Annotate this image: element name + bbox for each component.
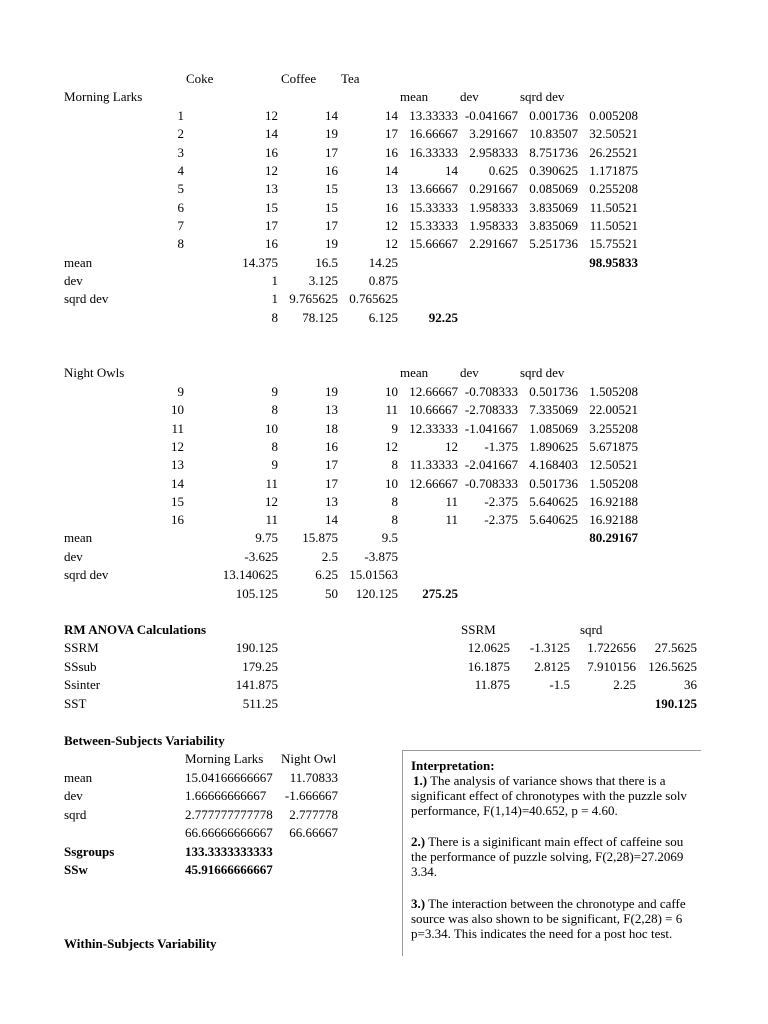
rm-right-cell: 27.5625 xyxy=(654,640,697,655)
owls-col-sqrd-dev: sqrd dev xyxy=(520,365,565,380)
owls-sum-coffee: 50 xyxy=(325,586,338,601)
owls-cell: 11 xyxy=(265,512,278,528)
owls-cell: 18 xyxy=(325,420,338,436)
larks-subject-id: 1 xyxy=(177,108,184,123)
rm-right-cell: 16.1875 xyxy=(467,658,510,674)
owls-cell: 16 xyxy=(325,438,338,454)
owls-cell: 10 xyxy=(385,475,398,491)
owls-cell: -0.708333 xyxy=(464,384,518,399)
larks-mean-coffee: 16.5 xyxy=(315,255,338,270)
owls-cell: 10 xyxy=(385,384,398,399)
owls-cell: 17 xyxy=(325,457,338,473)
owls-total-right: 80.29167 xyxy=(589,530,638,545)
rm-right-cell: 2.8125 xyxy=(534,658,570,674)
owls-dev-tea: -3.875 xyxy=(364,549,398,564)
larks-cell: 1.958333 xyxy=(469,217,518,233)
owls-subject-id: 10 xyxy=(171,402,184,418)
owls-subject-id: 14 xyxy=(171,475,184,491)
larks-col-sqrd-dev: sqrd dev xyxy=(520,89,565,104)
owls-mean-tea: 9.5 xyxy=(381,530,398,545)
larks-mean-coke: 14.375 xyxy=(242,255,278,270)
larks-subject-id: 2 xyxy=(177,126,184,142)
larks-dev-coffee: 3.125 xyxy=(308,273,338,288)
rm-right-cell: 11.875 xyxy=(474,677,510,692)
larks-cell: 13.66667 xyxy=(409,181,458,197)
larks-cell: 2.958333 xyxy=(469,144,518,160)
owls-subject-id: 11 xyxy=(171,420,184,436)
owls-cell: 12.33333 xyxy=(409,420,458,436)
owls-cell: 5.671875 xyxy=(589,438,638,454)
larks-total-right: 98.95833 xyxy=(589,255,638,270)
larks-cell: 17 xyxy=(325,217,338,233)
larks-cell: 26.25521 xyxy=(589,144,638,160)
larks-cell: 12 xyxy=(385,217,398,233)
larks-cell: 16.66667 xyxy=(409,126,458,142)
rm-right-ssrm-header: SSRM xyxy=(461,622,496,637)
rm-ssinter-label: Ssinter xyxy=(64,677,101,692)
larks-cell: 17 xyxy=(325,144,338,160)
larks-cell: 12 xyxy=(265,108,278,123)
larks-subject-id: 8 xyxy=(177,236,184,252)
owls-cell: 4.168403 xyxy=(529,457,578,473)
owls-cell: 16.92188 xyxy=(589,512,638,528)
larks-cell: 3.835069 xyxy=(529,217,578,233)
owls-cell: 0.501736 xyxy=(529,384,578,399)
owls-cell: 12.66667 xyxy=(409,384,458,399)
larks-cell: -0.041667 xyxy=(464,108,518,123)
rm-sst-value: 511.25 xyxy=(242,696,278,711)
owls-sum-total: 275.25 xyxy=(422,586,458,601)
larks-cell: 14 xyxy=(385,162,398,178)
larks-cell: 10.83507 xyxy=(529,126,578,142)
larks-cell: 16 xyxy=(265,236,278,252)
larks-cell: 3.291667 xyxy=(469,126,518,142)
between-larks-value: 2.777777777778 xyxy=(185,806,273,822)
owls-cell: 12.50521 xyxy=(589,457,638,473)
rm-right-cell: 2.25 xyxy=(613,677,636,692)
owls-mean-label: mean xyxy=(64,530,93,545)
owls-cell: 12 xyxy=(385,438,398,454)
larks-col-mean: mean xyxy=(400,89,429,104)
owls-cell: 7.335069 xyxy=(529,402,578,418)
owls-cell: 8 xyxy=(271,438,278,454)
larks-cell: 15 xyxy=(265,199,278,215)
owls-subject-id: 9 xyxy=(177,384,184,399)
larks-cell: 0.085069 xyxy=(529,181,578,197)
rm-ssrm-value: 190.125 xyxy=(235,640,278,655)
owls-sqrd-coffee: 6.25 xyxy=(315,567,338,582)
owls-label: Night Owls xyxy=(64,365,125,380)
larks-cell: 0.390625 xyxy=(529,162,578,178)
owls-sum-coke: 105.125 xyxy=(235,586,278,601)
rm-ssrm-label: SSRM xyxy=(64,640,99,655)
larks-sqrd-label: sqrd dev xyxy=(64,291,109,306)
larks-dev-label: dev xyxy=(64,273,83,288)
interp-p1-line-2: significant effect of chronotypes with the puzzle solv xyxy=(411,788,687,803)
rm-right-sqrd-header: sqrd xyxy=(580,622,603,637)
owls-cell: 8 xyxy=(391,512,398,528)
larks-cell: 1.958333 xyxy=(469,199,518,215)
larks-cell: 0.005208 xyxy=(589,108,638,123)
owls-cell: 1.505208 xyxy=(589,475,638,491)
owls-cell: 22.00521 xyxy=(589,402,638,418)
ssw-label: SSw xyxy=(64,862,88,877)
header-coffee: Coffee xyxy=(281,71,317,86)
owls-cell: 11 xyxy=(445,493,458,509)
owls-cell: 9 xyxy=(271,384,278,399)
larks-cell: 3.835069 xyxy=(529,199,578,215)
owls-cell: 11 xyxy=(445,512,458,528)
between-row-label: dev xyxy=(64,788,83,804)
ssgroups-label: Ssgroups xyxy=(64,844,115,859)
larks-cell: 11.50521 xyxy=(589,199,638,215)
larks-sqrd-coke: 1 xyxy=(271,291,278,306)
larks-cell: 15.75521 xyxy=(589,236,638,252)
owls-cell: -1.375 xyxy=(484,438,518,454)
between-row-label: sqrd xyxy=(64,806,87,822)
owls-sum-tea: 120.125 xyxy=(355,586,398,601)
rm-anova-title: RM ANOVA Calculations xyxy=(64,622,207,637)
owls-cell: 10 xyxy=(265,420,278,436)
between-larks-value: 1.66666666667 xyxy=(185,788,267,804)
interp-p1-num: 1.) xyxy=(413,773,428,788)
owls-cell: 13 xyxy=(325,402,338,418)
owls-cell: 3.255208 xyxy=(589,420,638,436)
owls-sqrd-label: sqrd dev xyxy=(64,567,109,582)
ssgroups-value: 133.3333333333 xyxy=(185,844,273,859)
owls-sqrd-tea: 15.01563 xyxy=(349,567,398,582)
larks-mean-label: mean xyxy=(64,255,93,270)
larks-cell: 17 xyxy=(265,217,278,233)
larks-cell: 13.33333 xyxy=(409,108,458,123)
owls-cell: 1.505208 xyxy=(589,384,638,399)
owls-cell: 14 xyxy=(325,512,338,528)
larks-subject-id: 5 xyxy=(177,181,184,197)
larks-cell: 15 xyxy=(325,181,338,197)
larks-cell: 15.33333 xyxy=(409,199,458,215)
larks-cell: 11.50521 xyxy=(589,217,638,233)
owls-subject-id: 15 xyxy=(171,493,184,509)
rm-right-cell: 1.722656 xyxy=(587,640,636,655)
owls-dev-coke: -3.625 xyxy=(244,549,278,564)
within-title: Within-Subjects Variability xyxy=(64,936,217,951)
interp-p1-line-1 xyxy=(413,773,665,788)
rm-right-cell: -1.5 xyxy=(549,677,570,692)
interp-p1-line-3: performance, F(1,14)=40.652, p = 4.60. xyxy=(411,803,618,818)
larks-cell: 14 xyxy=(385,108,398,123)
larks-cell: 13 xyxy=(385,181,398,197)
rm-right-cell: -1.3125 xyxy=(529,640,570,655)
interp-p3-num: 3.) xyxy=(411,896,426,911)
owls-subject-id: 12 xyxy=(171,438,184,454)
larks-label: Morning Larks xyxy=(64,89,143,104)
owls-cell: -2.708333 xyxy=(464,402,518,418)
interp-p3-line-3: p=3.34. This indicates the need for a post hoc test. xyxy=(411,926,673,941)
owls-cell: 9 xyxy=(271,457,278,473)
rm-right-cell: 7.910156 xyxy=(587,658,636,674)
interp-p2-text-1: There is a siginificant main effect of caffeine sou xyxy=(425,834,684,849)
larks-cell: 16 xyxy=(265,144,278,160)
interp-title: Interpretation: xyxy=(411,758,495,773)
owls-cell: 11.33333 xyxy=(409,457,458,473)
rm-right-total: 190.125 xyxy=(654,696,697,711)
owls-cell: 1.085069 xyxy=(529,420,578,436)
owls-cell: 12 xyxy=(265,493,278,509)
larks-dev-tea: 0.875 xyxy=(368,273,398,288)
larks-cell: 14 xyxy=(265,126,278,142)
larks-sum-tea: 6.125 xyxy=(368,310,398,325)
header-coke: Coke xyxy=(186,71,214,86)
owls-cell: 1.890625 xyxy=(529,438,578,454)
larks-cell: 16 xyxy=(385,199,398,215)
larks-col-dev: dev xyxy=(460,89,479,104)
owls-cell: -0.708333 xyxy=(464,475,518,491)
owls-cell: 11 xyxy=(265,475,278,491)
larks-cell: 15.33333 xyxy=(409,217,458,233)
larks-subject-id: 3 xyxy=(177,144,184,160)
owls-cell: 9 xyxy=(391,420,398,436)
owls-cell: 5.640625 xyxy=(529,512,578,528)
larks-cell: 32.50521 xyxy=(589,126,638,142)
larks-cell: 5.251736 xyxy=(529,236,578,252)
owls-cell: 8 xyxy=(391,493,398,509)
between-title: Between-Subjects Variability xyxy=(64,733,225,748)
interp-p3-text-1: The interaction between the chronotype and caffe xyxy=(425,896,686,911)
owls-cell: 8 xyxy=(271,402,278,418)
larks-cell: 14 xyxy=(325,108,338,123)
larks-cell: 8.751736 xyxy=(529,144,578,160)
owls-cell: -2.375 xyxy=(484,493,518,509)
larks-cell: 12 xyxy=(385,236,398,252)
larks-sqrd-tea: 0.765625 xyxy=(349,291,398,306)
between-owl-value: -1.666667 xyxy=(284,788,338,804)
larks-cell: 0.255208 xyxy=(589,181,638,197)
owls-cell: 16.92188 xyxy=(589,493,638,509)
owls-cell: 17 xyxy=(325,475,338,491)
owls-cell: -2.375 xyxy=(484,512,518,528)
larks-mean-tea: 14.25 xyxy=(368,255,398,270)
owls-mean-coke: 9.75 xyxy=(255,530,278,545)
owls-cell: 12.66667 xyxy=(409,475,458,491)
header-tea: Tea xyxy=(341,71,360,86)
larks-cell: 0.625 xyxy=(488,162,518,178)
rm-sssub-value: 179.25 xyxy=(242,659,278,674)
larks-cell: 15 xyxy=(325,199,338,215)
rm-sst-label: SST xyxy=(64,696,87,711)
rm-right-cell: 36 xyxy=(684,677,697,692)
larks-cell: 15.66667 xyxy=(409,236,458,252)
owls-cell: 11 xyxy=(385,402,398,418)
owls-cell: 0.501736 xyxy=(529,475,578,491)
larks-cell: 0.291667 xyxy=(469,181,518,197)
larks-cell: 13 xyxy=(265,181,278,197)
larks-cell: 19 xyxy=(325,236,338,252)
ssw-value: 45.91666666667 xyxy=(185,862,273,877)
owls-cell: 13 xyxy=(325,493,338,509)
larks-cell: 17 xyxy=(385,126,398,142)
between-col-larks: Morning Larks xyxy=(185,751,264,766)
larks-sqrd-coffee: 9.765625 xyxy=(289,291,338,306)
owls-sqrd-coke: 13.140625 xyxy=(222,567,278,582)
larks-cell: 0.001736 xyxy=(529,108,578,123)
rm-right-cell: 126.5625 xyxy=(648,658,697,674)
between-larks-value: 66.66666666667 xyxy=(185,824,273,840)
larks-cell: 14 xyxy=(445,162,458,178)
interp-p2-line-1 xyxy=(411,834,683,849)
larks-subject-id: 7 xyxy=(177,217,184,233)
owls-col-mean: mean xyxy=(400,365,429,380)
larks-sum-total: 92.25 xyxy=(428,310,458,325)
larks-subject-id: 4 xyxy=(177,162,184,178)
owls-subject-id: 16 xyxy=(171,512,184,528)
between-owl-value: 11.70833 xyxy=(289,770,338,785)
larks-dev-coke: 1 xyxy=(271,273,278,288)
between-owl-value: 2.777778 xyxy=(289,806,338,822)
rm-sssub-label: SSsub xyxy=(64,659,97,674)
owls-col-dev: dev xyxy=(460,365,479,380)
larks-cell: 16 xyxy=(325,162,338,178)
owls-cell: 8 xyxy=(391,457,398,473)
interp-p2-line-3: 3.34. xyxy=(411,864,437,879)
interp-p2-num: 2.) xyxy=(411,834,426,849)
interp-p3-line-1 xyxy=(411,896,686,911)
larks-sum-coffee: 78.125 xyxy=(302,310,338,325)
interp-p3-line-2: source was also shown to be significant, F(2,28) = 6 xyxy=(411,911,683,926)
owls-subject-id: 13 xyxy=(171,457,184,473)
owls-cell: 19 xyxy=(325,384,338,399)
larks-cell: 16.33333 xyxy=(409,144,458,160)
larks-sum-coke: 8 xyxy=(271,310,278,325)
larks-cell: 1.171875 xyxy=(589,162,638,178)
owls-cell: 12 xyxy=(445,438,458,454)
larks-cell: 2.291667 xyxy=(469,236,518,252)
owls-dev-coffee: 2.5 xyxy=(321,549,338,564)
owls-cell: -1.041667 xyxy=(464,420,518,436)
between-larks-value: 15.04166666667 xyxy=(185,770,273,785)
between-col-owl: Night Owl xyxy=(281,751,337,766)
rm-right-cell: 12.0625 xyxy=(467,640,510,655)
owls-cell: 10.66667 xyxy=(409,402,458,418)
larks-cell: 19 xyxy=(325,126,338,142)
interp-p1-text-1: The analysis of variance shows that there is a xyxy=(427,773,666,788)
between-owl-value: 66.66667 xyxy=(289,824,338,840)
larks-cell: 16 xyxy=(385,144,398,160)
between-row-label: mean xyxy=(64,770,93,785)
owls-cell: 5.640625 xyxy=(529,493,578,509)
larks-cell: 12 xyxy=(265,162,278,178)
rm-ssinter-value: 141.875 xyxy=(235,677,278,692)
owls-mean-coffee: 15.875 xyxy=(302,530,338,545)
interpretation-box xyxy=(402,750,701,956)
larks-subject-id: 6 xyxy=(177,199,184,215)
interp-p2-line-2: the performance of puzzle solving, F(2,28)=27.2069 xyxy=(411,849,684,864)
owls-cell: -2.041667 xyxy=(464,457,518,473)
owls-dev-label: dev xyxy=(64,549,83,564)
